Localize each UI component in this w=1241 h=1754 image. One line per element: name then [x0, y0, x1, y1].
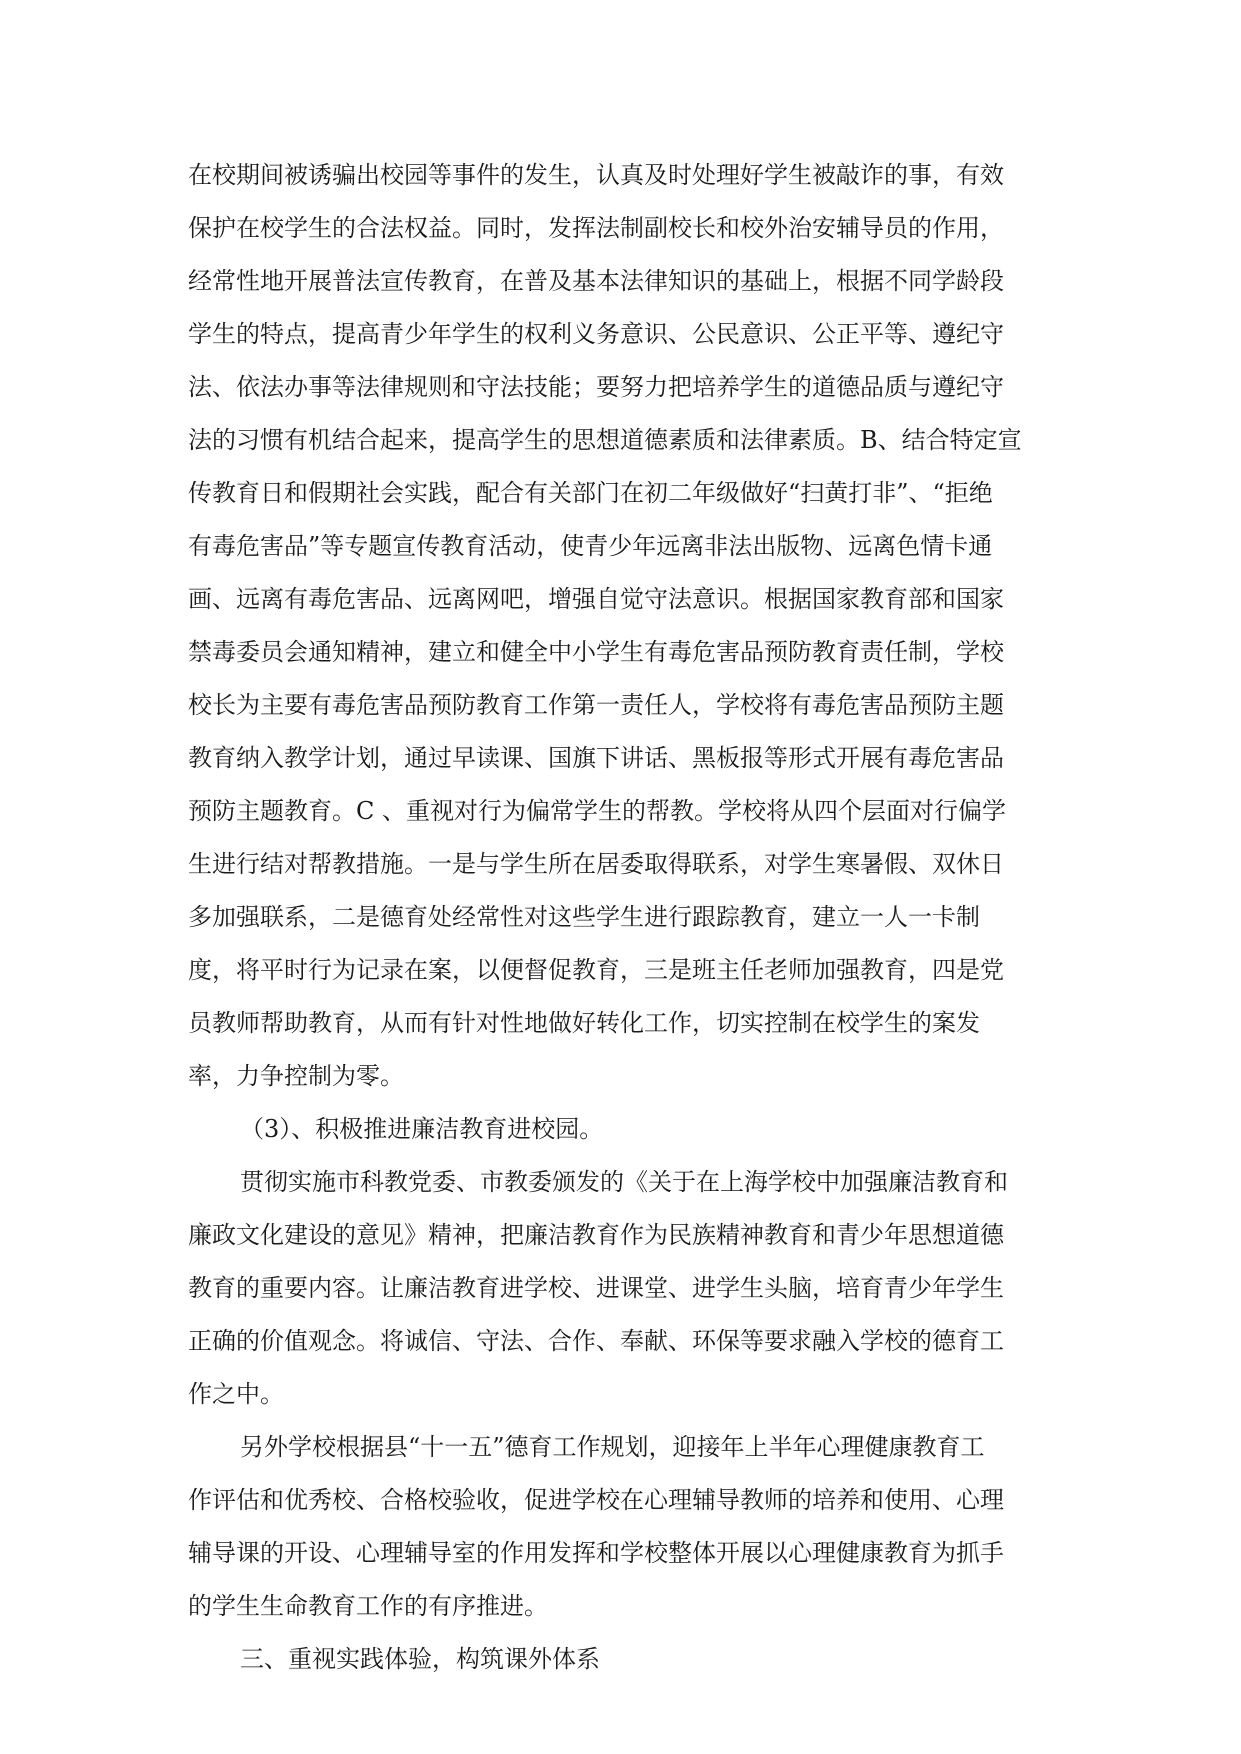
paragraph-line: 廉政文化建设的意见》精神，把廉洁教育作为民族精神教育和青少年思想道德: [188, 1221, 1004, 1249]
paragraph-line: 多加强联系，二是德育处经常性对这些学生进行跟踪教育，建立一人一卡制: [188, 903, 980, 931]
paragraph-line: 率，力争控制为零。: [188, 1062, 404, 1090]
section-heading: 三、重视实践体验，构筑课外体系: [240, 1645, 600, 1673]
paragraph-line: 作之中。: [188, 1380, 284, 1408]
paragraph-line: 校长为主要有毒危害品预防教育工作第一责任人，学校将有毒危害品预防主题: [188, 691, 1004, 719]
paragraph-line: 作评估和优秀校、合格校验收，促进学校在心理辅导教师的培养和使用、心理: [188, 1486, 1004, 1514]
paragraph-line: 的学生生命教育工作的有序推进。: [188, 1592, 548, 1620]
paragraph-line: 保护在校学生的合法权益。同时，发挥法制副校长和校外治安辅导员的作用，: [188, 214, 1004, 242]
paragraph-line: 禁毒委员会通知精神，建立和健全中小学生有毒危害品预防教育责任制，学校: [188, 638, 1004, 666]
paragraph-line: 画、远离有毒危害品、远离网吧，增强自觉守法意识。根据国家教育部和国家: [188, 585, 1004, 613]
paragraph-line: 教育纳入教学计划，通过早读课、国旗下讲话、黑板报等形式开展有毒危害品: [188, 744, 1004, 772]
paragraph-line: 经常性地开展普法宣传教育，在普及基本法律知识的基础上，根据不同学龄段: [188, 267, 1004, 295]
paragraph-line: 传教育日和假期社会实践，配合有关部门在初二年级做好“扫黄打非”、“拒绝: [188, 479, 993, 507]
paragraph-line: 法、依法办事等法律规则和守法技能；要努力把培养学生的道德品质与遵纪守: [188, 373, 1004, 401]
paragraph-line: 预防主题教育。C 、重视对行为偏常学生的帮教。学校将从四个层面对行偏学: [188, 797, 1006, 825]
section-heading: （3）、积极推进廉洁教育进校园。: [240, 1115, 604, 1143]
paragraph-line: 度，将平时行为记录在案，以便督促教育，三是班主任老师加强教育，四是党: [188, 956, 1004, 984]
paragraph-line: 学生的特点，提高青少年学生的权利义务意识、公民意识、公正平等、遵纪守: [188, 320, 1004, 348]
paragraph-line: 教育的重要内容。让廉洁教育进学校、进课堂、进学生头脑，培育青少年学生: [188, 1274, 1004, 1302]
paragraph-line: 有毒危害品”等专题宣传教育活动，使青少年远离非法出版物、远离色情卡通: [188, 532, 993, 560]
paragraph-line: 贯彻实施市科教党委、市教委颁发的《关于在上海学校中加强廉洁教育和: [240, 1168, 1008, 1196]
paragraph-line: 法的习惯有机结合起来，提高学生的思想道德素质和法律素质。B、结合特定宣: [188, 426, 1022, 454]
paragraph-line: 辅导课的开设、心理辅导室的作用发挥和学校整体开展以心理健康教育为抓手: [188, 1539, 1004, 1567]
paragraph-line: 生进行结对帮教措施。一是与学生所在居委取得联系，对学生寒暑假、双休日: [188, 850, 1004, 878]
paragraph-line: 正确的价值观念。将诚信、守法、合作、奉献、环保等要求融入学校的德育工: [188, 1327, 1004, 1355]
paragraph-line: 在校期间被诱骗出校园等事件的发生，认真及时处理好学生被敲诈的事，有效: [188, 161, 1004, 189]
paragraph-line: 另外学校根据县“十一五”德育工作规划，迎接年上半年心理健康教育工: [240, 1433, 985, 1461]
paragraph-line: 员教师帮助教育，从而有针对性地做好转化工作，切实控制在校学生的案发: [188, 1009, 980, 1037]
